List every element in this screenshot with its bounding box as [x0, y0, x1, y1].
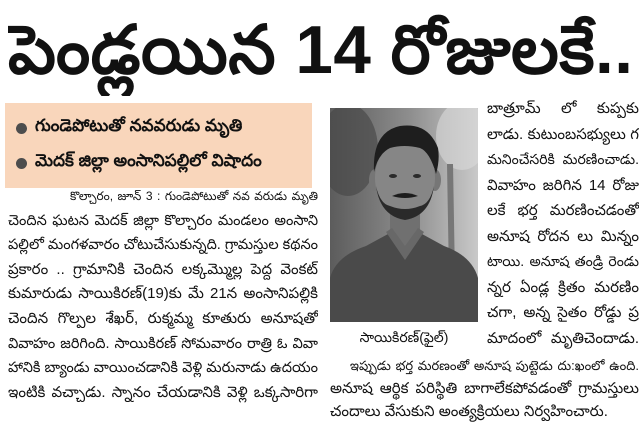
- highlight-item: [5, 146, 312, 180]
- highlight-text: గుండెపోటుతో నవవరుడు మృతి: [35, 116, 243, 135]
- article-line: కొల్చారం, జూన్ 3 : గుండెపోటుతో నవ వరుడు మృతి: [70, 189, 318, 203]
- article-line: చగా, అన్న సైతం రోడ్డు ప్ర: [487, 304, 639, 321]
- photo-eye: [413, 174, 421, 178]
- article-line: ప్రకారం .. గ్రామానికి చెందిన లక్కమ్మొల్ల పెద్ద వెంకట్: [8, 260, 318, 278]
- article-line: చందాలు వేసుకుని అంత్యక్రియలు నిర్వహించారు.: [330, 403, 608, 420]
- article-left-column: [8, 184, 318, 405]
- article-line: వివాహం జరిగింది. సాయికిరణ్ సోమవారం రాత్రి ఓ వివా: [8, 335, 318, 352]
- bullet-icon: [16, 123, 27, 134]
- photo-eye: [389, 174, 397, 178]
- highlight-text: మెదక్ జిల్లా అంసానిపల్లిలో విషాదం: [35, 151, 262, 170]
- portrait-photo: [330, 108, 478, 352]
- highlight-item: [5, 111, 312, 145]
- article-line: అనూష రోదన లు మిన్నం: [487, 227, 639, 245]
- article-line: హానికి బ్యాండు వాయించడానికి వెళ్లి మరునాడు ఉదయం: [8, 360, 318, 377]
- highlights-box: [5, 103, 312, 188]
- article-line: మాదంలో మృతిచెందాడు.: [487, 329, 639, 347]
- article-line: లాడు. కుటుంబసభ్యులు గ: [487, 125, 639, 143]
- headline-text: పెండ్లయిన 14 రోజులకే..: [8, 13, 634, 88]
- article-line: వివాహం జరిగిన 14 రోజు: [487, 176, 639, 194]
- article-line: ఇంటికి వచ్చాడు. స్నానం చేయడానికి వెళ్లి ఒక్కసారిగా: [8, 383, 318, 401]
- article-line: మనించేసరికి మరణించాడు.: [487, 151, 639, 167]
- article-line: లకే భర్త మరణించడంతో: [487, 202, 639, 219]
- article-line: అనూష ఆర్థిక పరిస్థితి బాగాలేకపోవడంతో గ్రామస్తులు: [330, 380, 639, 397]
- article-line: పల్లిలో మంగళవారం చోటుచేసుకున్నది. గ్రామస్తుల కథనం: [8, 237, 318, 254]
- bullet-icon: [16, 158, 27, 169]
- headline: [8, 6, 634, 96]
- article-line: న్నర ఏండ్ల క్రితం మరణిం: [487, 278, 639, 296]
- article-line: బాత్రూమ్ లో కుప్పకు: [487, 100, 639, 117]
- photo-caption: సాయికిరణ్(ఫైల్): [359, 329, 449, 345]
- article-line: కుమారుడు సాయికిరణ్(19)కు మే 21న అంసానిపల్లికి: [8, 285, 318, 303]
- article-line: చెందిన గొల్పల శేఖర్, రుక్మమ్మ కూతురు అనూషతో: [8, 309, 318, 327]
- article-bottom-paragraph: [330, 354, 639, 423]
- portrait-image: [330, 108, 478, 322]
- article-line: టాయి. అనూష తండ్రి రెండు: [487, 253, 639, 269]
- article-line: చెందిన ఘటన మెదక్ జిల్లా కొల్చారం మండలం అంసాని: [8, 212, 318, 229]
- article-right-column: [487, 96, 639, 351]
- article-line: ఇప్పుడు భర్త మరణంతో అనూష పుట్టెడు దు:ఖంలో ఉంది.: [350, 358, 639, 373]
